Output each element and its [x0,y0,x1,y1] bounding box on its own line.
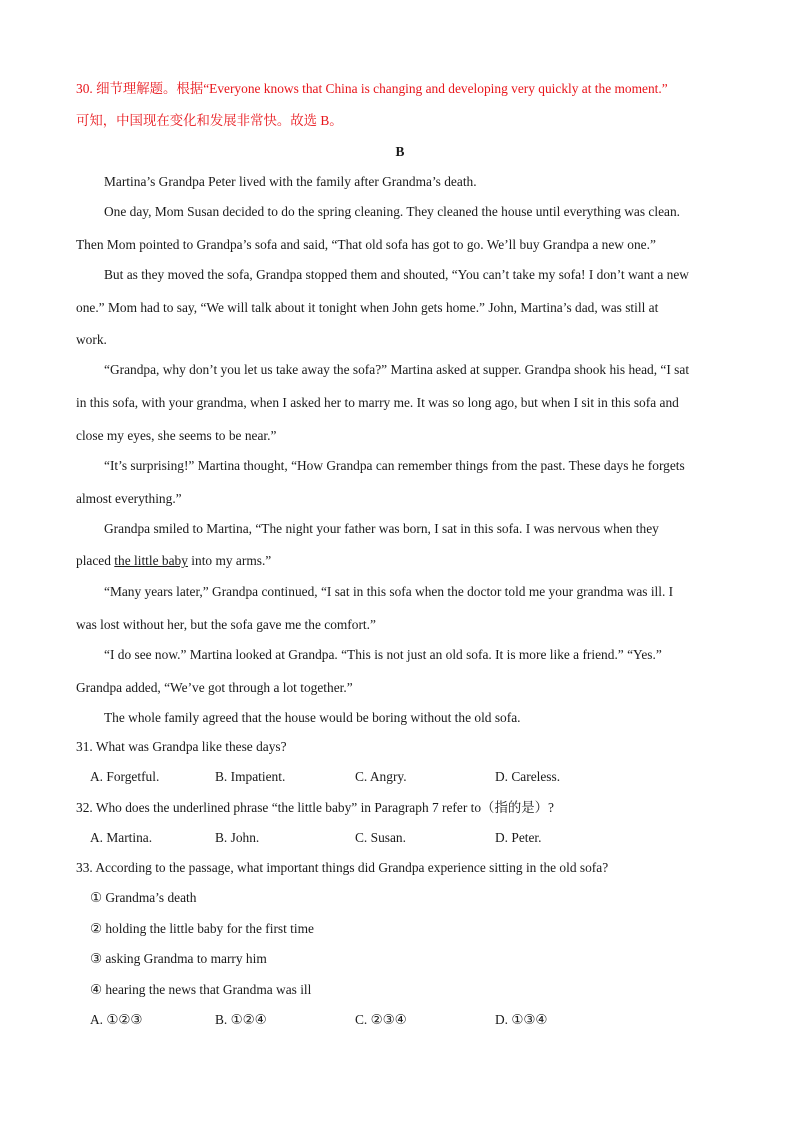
option-b: B. Impatient. [215,769,286,784]
option-b: B. ①②④ [215,1012,267,1027]
passage-line: “Grandpa, why don’t you let us take away the sofa?” Martina asked at supper. Grandpa shook his head, “I sat [104,362,690,377]
passage-line: “It’s surprising!” Martina thought, “How Grandpa can remember things from the past. These days he forgets [104,458,685,473]
passage-text: into my arms.” [187,553,272,568]
passage-line: The whole family agreed that the house would be boring without the old sofa. [104,710,521,725]
option-d: D. Careless. [495,769,561,784]
list-item: ② holding the little baby for the first time [90,921,314,936]
question-31: 31. What was Grandpa like these days? [76,739,287,754]
underlined-phrase: the little baby [114,553,188,568]
passage-line: one.” Mom had to say, “We will talk about it tonight when John gets home.” John, Martina’s dad, was still at [76,300,659,315]
passage-line: close my eyes, she seems to be near.” [76,428,277,443]
answer-explanation-line-1: 30. 细节理解题。根据“Everyone knows that China is changing and developing very quickly at the moment.” [76,81,668,96]
answer-explanation-line-2: 可知，中国现在变化和发展非常快。故选 B。 [76,113,343,128]
question-33: 33. According to the passage, what important things did Grandpa experience sitting in the old sofa? [76,860,609,875]
list-item: ① Grandma’s death [90,890,197,905]
option-d: D. Peter. [495,830,542,845]
passage-line: Then Mom pointed to Grandpa’s sofa and said, “That old sofa has got to go. We’ll buy Grandpa a new one.” [76,237,656,252]
option-a: A. ①②③ [90,1012,143,1027]
question-32: 32. Who does the underlined phrase “the little baby” in Paragraph 7 refer to（指的是）? [76,800,554,815]
option-a: A. Martina. [90,830,153,845]
option-d: D. ①③④ [495,1012,548,1027]
passage-line: work. [76,332,107,347]
option-a: A. Forgetful. [90,769,160,784]
passage-line: One day, Mom Susan decided to do the spring cleaning. They cleaned the house until everything was clean. [104,204,681,219]
passage-line: “Many years later,” Grandpa continued, “I sat in this sofa when the doctor told me your grandma was ill. I [104,584,674,599]
passage-line: in this sofa, with your grandma, when I asked her to marry me. It was so long ago, but when I sit in this sofa and [76,395,679,410]
section-title: B [395,144,405,159]
passage-line: Martina’s Grandpa Peter lived with the family after Grandma’s death. [104,174,477,189]
passage-line: almost everything.” [76,491,182,506]
option-c: C. Angry. [355,769,407,784]
passage-line: was lost without her, but the sofa gave me the comfort.” [76,617,376,632]
passage-text: placed [76,553,115,568]
passage-line: But as they moved the sofa, Grandpa stopped them and shouted, “You can’t take my sofa! I don’t want a new [104,267,689,282]
list-item: ④ hearing the news that Grandma was ill [90,982,312,997]
option-c: C. Susan. [355,830,406,845]
passage-line: Grandpa smiled to Martina, “The night your father was born, I sat in this sofa. I was nervous when they [104,521,659,536]
passage-line: “I do see now.” Martina looked at Grandpa. “This is not just an old sofa. It is more like a friend.” “Yes.” [104,647,662,662]
passage-line [76,553,271,569]
option-c: C. ②③④ [355,1012,407,1027]
passage-line: Grandpa added, “We’ve got through a lot together.” [76,680,353,695]
list-item: ③ asking Grandma to marry him [90,951,267,966]
option-b: B. John. [215,830,260,845]
